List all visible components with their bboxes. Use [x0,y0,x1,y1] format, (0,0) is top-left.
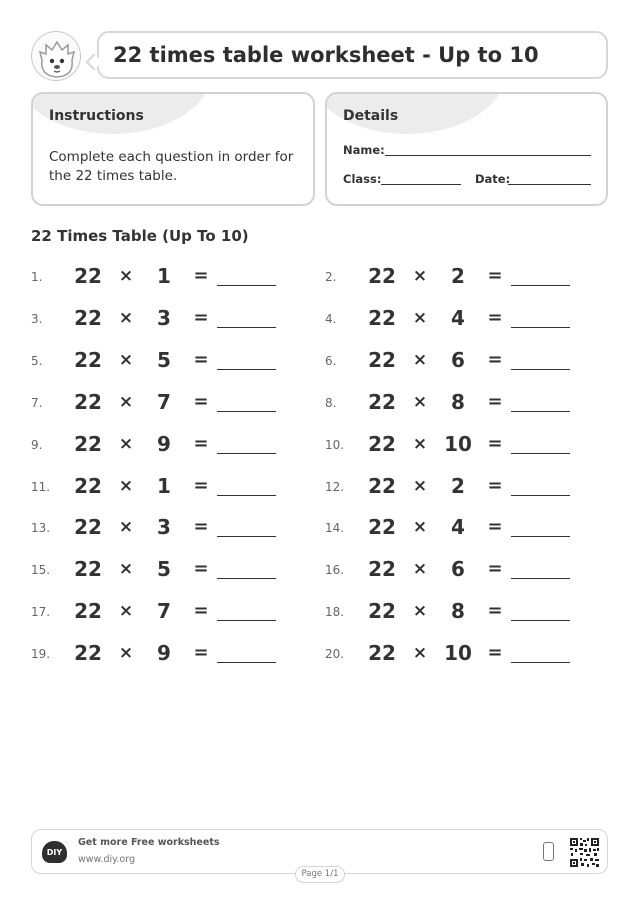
equals-symbol: = [487,307,503,328]
times-symbol: × [412,559,428,579]
times-symbol: × [118,308,134,328]
multiplicand: 22 [74,557,102,581]
multiplicand: 22 [74,474,102,498]
times-symbol: × [118,476,134,496]
equals-symbol: = [193,516,209,537]
question-row [325,641,585,665]
equals-symbol: = [487,600,503,621]
question-number: 19. [31,647,51,661]
question-number: 5. [31,354,43,368]
multiplier: 8 [451,599,465,623]
multiplicand: 22 [368,515,396,539]
answer-blank[interactable] [511,411,570,412]
answer-blank[interactable] [217,369,276,370]
multiplier: 4 [451,306,465,330]
question-number: 12. [325,480,345,494]
name-field[interactable] [385,155,591,156]
question-number: 8. [325,396,337,410]
equals-symbol: = [487,433,503,454]
question-number: 1. [31,270,43,284]
multiplier: 7 [157,390,171,414]
multiplicand: 22 [368,599,396,623]
equals-symbol: = [193,558,209,579]
question-number: 2. [325,270,337,284]
question-number: 15. [31,563,51,577]
answer-blank[interactable] [511,369,570,370]
multiplier: 5 [157,348,171,372]
answer-blank[interactable] [511,495,570,496]
times-symbol: × [118,392,134,412]
question-row [325,390,585,414]
multiplier: 2 [451,474,465,498]
name-label: Name: [343,143,385,157]
footer-title: Get more Free worksheets [78,837,220,848]
question-row [325,348,585,372]
question-number: 9. [31,438,43,452]
equals-symbol: = [487,391,503,412]
times-symbol: × [118,643,134,663]
question-number: 4. [325,312,337,326]
page-indicator: Page 1/1 [295,866,345,883]
multiplicand: 22 [74,306,102,330]
multiplicand: 22 [368,557,396,581]
times-symbol: × [118,266,134,286]
equals-symbol: = [487,265,503,286]
equals-symbol: = [193,307,209,328]
times-symbol: × [118,434,134,454]
multiplicand: 22 [74,432,102,456]
question-row [325,474,585,498]
question-row [325,557,585,581]
multiplicand: 22 [368,641,396,665]
question-row [325,264,585,288]
times-symbol: × [118,350,134,370]
answer-blank[interactable] [511,536,570,537]
times-symbol: × [412,392,428,412]
question-number: 11. [31,480,51,494]
multiplicand: 22 [74,390,102,414]
answer-blank[interactable] [217,662,276,663]
equals-symbol: = [193,349,209,370]
multiplicand: 22 [368,306,396,330]
question-row [31,348,291,372]
diy-logo-icon[interactable]: DIY [42,841,67,863]
answer-blank[interactable] [511,578,570,579]
multiplicand: 22 [368,432,396,456]
multiplier: 4 [451,515,465,539]
multiplier: 1 [157,264,171,288]
equals-symbol: = [487,349,503,370]
equals-symbol: = [193,433,209,454]
times-symbol: × [118,559,134,579]
question-number: 3. [31,312,43,326]
multiplicand: 22 [368,474,396,498]
times-symbol: × [412,601,428,621]
question-row [325,515,585,539]
date-field[interactable] [508,184,591,185]
equals-symbol: = [487,516,503,537]
multiplier: 9 [157,432,171,456]
equals-symbol: = [193,265,209,286]
page-title: 22 times table worksheet - Up to 10 [113,43,539,67]
answer-blank[interactable] [217,327,276,328]
class-label: Class: [343,172,382,186]
question-row [31,641,291,665]
class-field[interactable] [381,184,461,185]
equals-symbol: = [193,642,209,663]
answer-blank[interactable] [217,620,276,621]
question-number: 10. [325,438,345,452]
question-number: 13. [31,521,51,535]
times-symbol: × [412,308,428,328]
question-number: 18. [325,605,345,619]
multiplicand: 22 [74,348,102,372]
multiplier: 6 [451,348,465,372]
multiplicand: 22 [74,599,102,623]
multiplicand: 22 [368,264,396,288]
question-row [31,390,291,414]
answer-blank[interactable] [217,578,276,579]
times-symbol: × [118,601,134,621]
multiplier: 2 [451,264,465,288]
answer-blank[interactable] [511,620,570,621]
multiplier: 5 [157,557,171,581]
equals-symbol: = [193,391,209,412]
question-row [325,306,585,330]
equals-symbol: = [193,475,209,496]
multiplier: 6 [451,557,465,581]
details-heading: Details [343,108,399,124]
answer-blank[interactable] [511,662,570,663]
multiplier: 10 [444,432,472,456]
question-row [31,474,291,498]
multiplier: 3 [157,306,171,330]
times-symbol: × [118,517,134,537]
multiplier: 1 [157,474,171,498]
date-label: Date: [475,172,511,186]
question-row [31,557,291,581]
question-row [31,515,291,539]
times-symbol: × [412,434,428,454]
details-card [325,92,608,206]
multiplicand: 22 [368,390,396,414]
answer-blank[interactable] [511,327,570,328]
answer-blank[interactable] [511,453,570,454]
multiplier: 8 [451,390,465,414]
question-row [325,432,585,456]
question-number: 14. [325,521,345,535]
multiplicand: 22 [74,515,102,539]
question-row [31,432,291,456]
times-symbol: × [412,266,428,286]
equals-symbol: = [487,475,503,496]
question-number: 16. [325,563,345,577]
multiplicand: 22 [74,641,102,665]
question-row [31,599,291,623]
multiplicand: 22 [368,348,396,372]
answer-blank[interactable] [217,536,276,537]
section-title: 22 Times Table (Up To 10) [31,227,249,245]
times-symbol: × [412,350,428,370]
instructions-heading: Instructions [49,108,144,124]
question-number: 6. [325,354,337,368]
qr-code-icon [569,837,600,868]
multiplier: 10 [444,641,472,665]
instructions-text: Complete each question in order for the 22 times table. [49,149,294,184]
instructions-card [31,92,315,206]
equals-symbol: = [193,600,209,621]
answer-blank[interactable] [217,453,276,454]
multiplier: 3 [157,515,171,539]
question-number: 7. [31,396,43,410]
phone-icon [543,842,554,861]
answer-blank[interactable] [217,495,276,496]
answer-blank[interactable] [217,285,276,286]
multiplier: 9 [157,641,171,665]
question-row [31,264,291,288]
footer-url[interactable]: www.diy.org [78,854,135,865]
times-symbol: × [412,517,428,537]
question-row [325,599,585,623]
answer-blank[interactable] [511,285,570,286]
multiplier: 7 [157,599,171,623]
multiplicand: 22 [74,264,102,288]
question-number: 17. [31,605,51,619]
title-bubble [97,31,608,79]
times-symbol: × [412,476,428,496]
equals-symbol: = [487,642,503,663]
question-number: 20. [325,647,345,661]
times-symbol: × [412,643,428,663]
equals-symbol: = [487,558,503,579]
answer-blank[interactable] [217,411,276,412]
mascot-icon [31,31,81,81]
question-row [31,306,291,330]
